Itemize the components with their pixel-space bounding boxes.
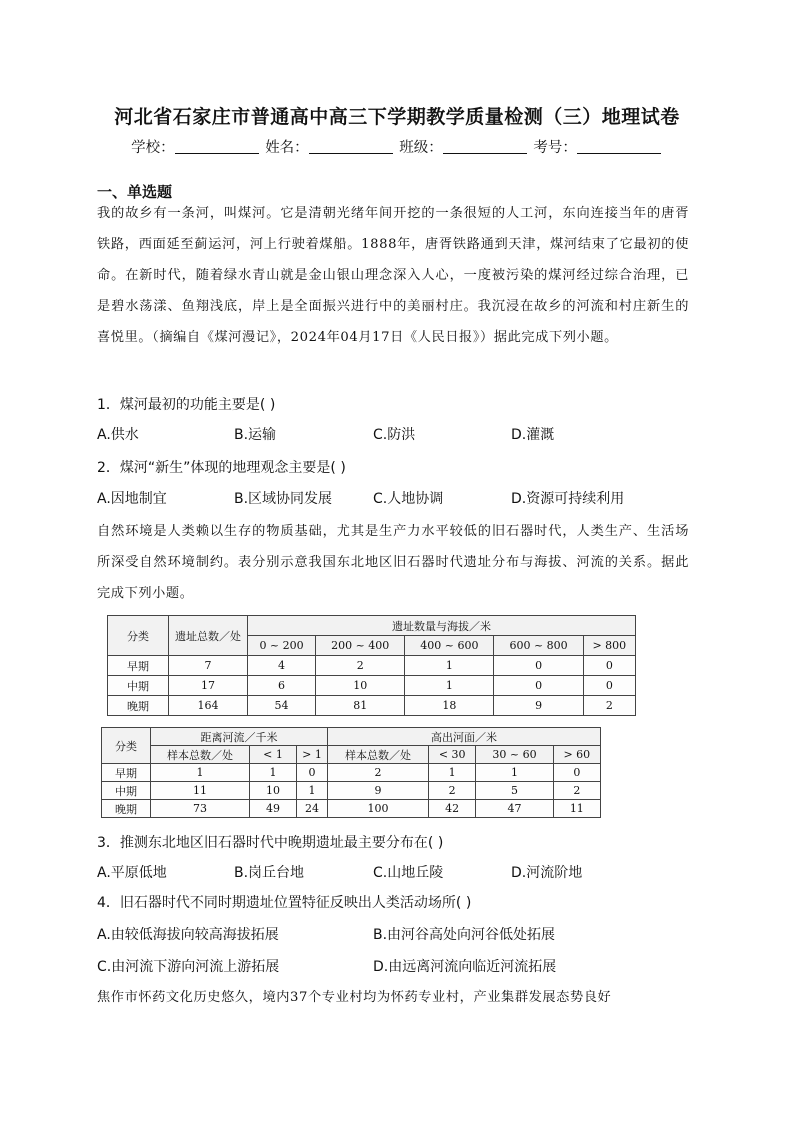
table-row bbox=[102, 782, 601, 800]
table-cell: 0 bbox=[494, 676, 583, 696]
option-c[interactable]: C.防洪 bbox=[373, 427, 416, 443]
option-d[interactable]: D.灌溉 bbox=[511, 427, 555, 443]
passage-coal-river: 我的故乡有一条河，叫煤河。它是清朝光绪年间开挖的一条很短的人工河，东向连接当年的唐胥铁路，西面延至蓟运河，河上行驶着煤船。1888年，唐胥铁路通到天津，煤河结束了它最初的使命。在新时代，随着绿水青山就是金山银山理念深入人心，一度被污染的煤河经过综合治理，已是碧水荡漾、鱼翔浅底，岸上是全面振兴进行中的美丽村庄。我沉浸在故乡的河流和村庄新生的喜悦里。（摘编自《煤河漫记》，2024年04月17日《人民日报》）据此完成下列小题。 bbox=[97, 206, 689, 345]
table-river bbox=[101, 727, 601, 818]
option-b[interactable]: B.岗丘台地 bbox=[234, 865, 305, 881]
table-cell: 1 bbox=[429, 764, 476, 782]
table-cell: 1 bbox=[151, 764, 250, 782]
table-header: 30 ~ 60 bbox=[476, 746, 553, 764]
table-cell: 1 bbox=[476, 764, 553, 782]
table-cell: 4 bbox=[248, 656, 316, 676]
table-cell: 7 bbox=[169, 656, 248, 676]
question-3-stem: 3．推测东北地区旧石器时代中晚期遗址最主要分布在( ) bbox=[97, 835, 444, 851]
table-cell: 10 bbox=[316, 676, 405, 696]
table-group-header: 高出河面／米 bbox=[328, 728, 601, 746]
option-a[interactable]: A.供水 bbox=[97, 427, 139, 443]
table-cell: 10 bbox=[250, 782, 297, 800]
option-b[interactable]: B.运输 bbox=[234, 427, 277, 443]
option-a[interactable]: A.因地制宜 bbox=[97, 491, 167, 507]
table-cell: 42 bbox=[429, 800, 476, 818]
question-4-stem: 4．旧石器时代不同时期遗址位置特征反映出人类活动场所( ) bbox=[97, 895, 472, 911]
table-cell: 0 bbox=[583, 656, 635, 676]
table-cell: 晚期 bbox=[108, 696, 169, 716]
option-d[interactable]: D.资源可持续利用 bbox=[511, 491, 625, 507]
table-cell: 49 bbox=[250, 800, 297, 818]
option-b[interactable]: B.由河谷高处向河谷低处拓展 bbox=[373, 927, 556, 943]
table-cell: 0 bbox=[583, 676, 635, 696]
table-header: 0 ~ 200 bbox=[248, 636, 316, 656]
table-cell: 6 bbox=[248, 676, 316, 696]
table-cell: 2 bbox=[553, 782, 600, 800]
table-header: 600 ~ 800 bbox=[494, 636, 583, 656]
table-header: 样本总数／处 bbox=[151, 746, 250, 764]
class-blank[interactable] bbox=[443, 139, 527, 154]
exam-number-label: 考号： bbox=[533, 140, 577, 156]
name-blank[interactable] bbox=[309, 139, 393, 154]
table-cell: 2 bbox=[316, 656, 405, 676]
table-cell: 2 bbox=[429, 782, 476, 800]
table-cell: 9 bbox=[494, 696, 583, 716]
school-label: 学校： bbox=[131, 140, 175, 156]
table-cell: 1 bbox=[405, 656, 494, 676]
question-2-stem: 2．煤河“新生”体现的地理观念主要是( ) bbox=[97, 460, 346, 476]
class-label: 班级： bbox=[399, 140, 443, 156]
table-cell: 17 bbox=[169, 676, 248, 696]
table-cell: 164 bbox=[169, 696, 248, 716]
table-header: 200 ~ 400 bbox=[316, 636, 405, 656]
table-cell: 中期 bbox=[102, 782, 151, 800]
school-blank[interactable] bbox=[175, 139, 259, 154]
table-header: 分类 bbox=[108, 616, 169, 656]
table-header: < 30 bbox=[429, 746, 476, 764]
table-row bbox=[108, 656, 636, 676]
table-cell: 24 bbox=[297, 800, 328, 818]
option-b[interactable]: B.区域协同发展 bbox=[234, 491, 333, 507]
passage-jiaozuo: 焦作市怀药文化历史悠久，境内37个专业村均为怀药专业村，产业集群发展态势良好 bbox=[97, 990, 612, 1005]
table-header: > 1 bbox=[297, 746, 328, 764]
table-cell: 9 bbox=[328, 782, 429, 800]
option-c[interactable]: C.山地丘陵 bbox=[373, 865, 444, 881]
table-cell: 1 bbox=[405, 676, 494, 696]
student-info-row bbox=[0, 136, 794, 157]
table-cell: 100 bbox=[328, 800, 429, 818]
table-cell: 54 bbox=[248, 696, 316, 716]
table-cell: 5 bbox=[476, 782, 553, 800]
table-row bbox=[102, 800, 601, 818]
table-row bbox=[102, 764, 601, 782]
option-a[interactable]: A.平原低地 bbox=[97, 865, 167, 881]
table-altitude bbox=[107, 615, 636, 716]
passage-paleolithic: 自然环境是人类赖以生存的物质基础，尤其是生产力水平较低的旧石器时代，人类生产、生活场所深受自然环境制约。表分别示意我国东北地区旧石器时代遗址分布与海拔、河流的关系。据此完成下列小题。 bbox=[97, 524, 689, 601]
table-header: > 60 bbox=[553, 746, 600, 764]
option-c[interactable]: C.人地协调 bbox=[373, 491, 444, 507]
option-c[interactable]: C.由河流下游向河流上游拓展 bbox=[97, 959, 280, 975]
table-cell: 早期 bbox=[108, 656, 169, 676]
exam-title: 河北省石家庄市普通高中高三下学期教学质量检测（三）地理试卷 bbox=[114, 106, 680, 128]
option-d[interactable]: D.由远离河流向临近河流拓展 bbox=[373, 959, 557, 975]
table-cell: 11 bbox=[553, 800, 600, 818]
table-cell: 中期 bbox=[108, 676, 169, 696]
table-header: 样本总数／处 bbox=[328, 746, 429, 764]
table-cell: 晚期 bbox=[102, 800, 151, 818]
table-header: 遗址总数／处 bbox=[169, 616, 248, 656]
table-cell: 18 bbox=[405, 696, 494, 716]
table-row bbox=[108, 696, 636, 716]
table-cell: 0 bbox=[553, 764, 600, 782]
table-cell: 0 bbox=[494, 656, 583, 676]
table-group-header: 距离河流／千米 bbox=[151, 728, 328, 746]
table-cell: 81 bbox=[316, 696, 405, 716]
option-d[interactable]: D.河流阶地 bbox=[511, 865, 583, 881]
table-header: 400 ~ 600 bbox=[405, 636, 494, 656]
table-cell: 1 bbox=[250, 764, 297, 782]
option-a[interactable]: A.由较低海拔向较高海拔拓展 bbox=[97, 927, 279, 943]
table-group-header: 遗址数量与海拔／米 bbox=[248, 616, 636, 636]
table-cell: 2 bbox=[583, 696, 635, 716]
name-label: 姓名： bbox=[265, 140, 309, 156]
exam-number-blank[interactable] bbox=[577, 139, 661, 154]
table-cell: 11 bbox=[151, 782, 250, 800]
table-header: 分类 bbox=[102, 728, 151, 764]
table-cell: 1 bbox=[297, 782, 328, 800]
table-header: > 800 bbox=[583, 636, 635, 656]
table-cell: 47 bbox=[476, 800, 553, 818]
table-row bbox=[108, 676, 636, 696]
table-cell: 2 bbox=[328, 764, 429, 782]
section-heading: 一、单选题 bbox=[97, 183, 173, 201]
table-header: < 1 bbox=[250, 746, 297, 764]
table-cell: 0 bbox=[297, 764, 328, 782]
table-cell: 73 bbox=[151, 800, 250, 818]
table-cell: 早期 bbox=[102, 764, 151, 782]
question-1-stem: 1．煤河最初的功能主要是( ) bbox=[97, 397, 276, 413]
